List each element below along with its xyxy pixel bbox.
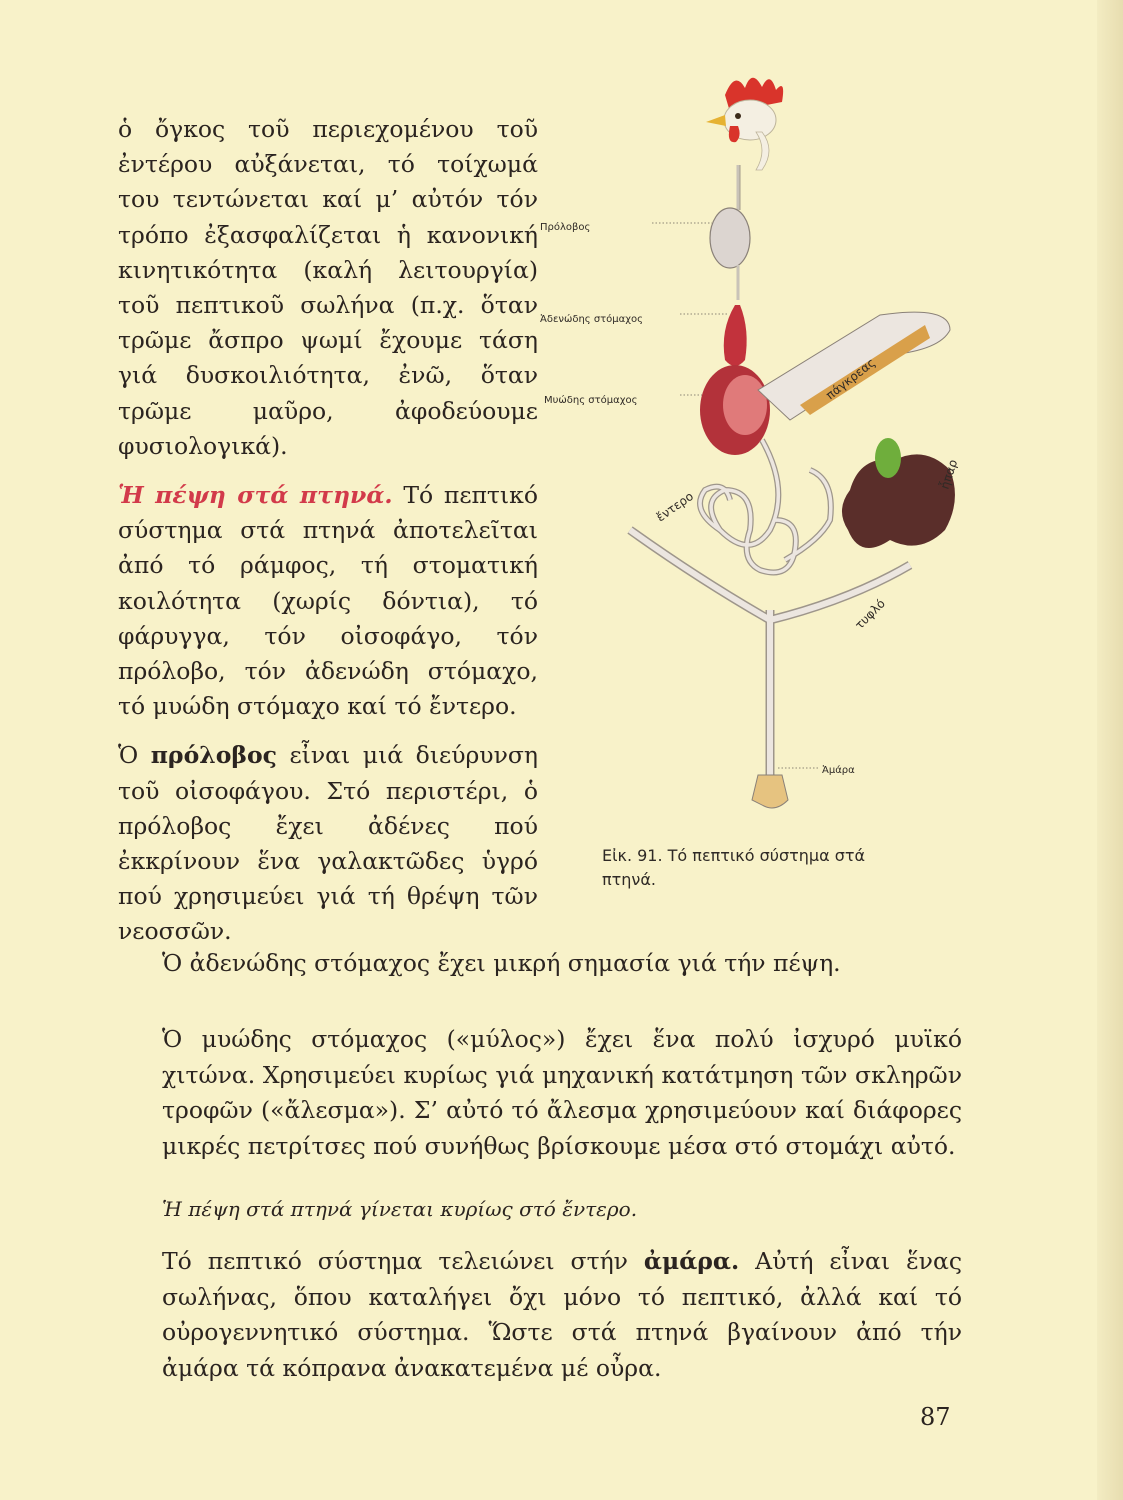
left-column <box>118 112 538 950</box>
crop-term: πρόλοβος <box>150 741 277 770</box>
cloaca-shape <box>752 775 788 808</box>
page-edge <box>1097 0 1123 1500</box>
digestive-system-diagram <box>530 60 990 840</box>
label-crop: Πρόλοβος <box>540 222 591 233</box>
label-gizzard: Μυώδης στόμαχος <box>544 395 638 406</box>
section-heading: Ἡ πέψη στά πτηνά. <box>118 481 393 510</box>
paragraph-crop <box>118 738 538 949</box>
label-caecum: τυφλό <box>852 596 888 633</box>
paragraph-cloaca <box>162 1244 962 1386</box>
cloaca-paragraph <box>162 1244 962 1386</box>
paragraph-gizzard <box>162 1022 962 1164</box>
label-proventriculus: Ἀδενώδης στόμαχος <box>540 314 644 325</box>
proventriculus-text: Ὁ ἀδενώδης στόμαχος ἔχει μικρή σημασία γιά τήν πέψη. <box>162 949 841 977</box>
note-text: Ἡ πέψη στά πτηνά γίνεται κυρίως στό ἔντερο. <box>162 1197 638 1221</box>
label-pancreas: πάγκρεας <box>823 355 878 403</box>
crop-article: Ὁ <box>118 741 151 770</box>
label-liver: ἧπαρ <box>937 457 961 491</box>
paragraph-proventriculus <box>162 946 962 982</box>
crop-text: εἶναι μιά διεύρυνση τοῦ οἰσοφάγου. Στό περιστέρι, ὁ πρόλοβος ἔχει ἀδένες πού ἐκκρίνουν ἕνα γαλακτῶδες ὑγρό πού χρησιμεύει γιά τή θρέψη τῶν νεοσσῶν. <box>118 741 539 946</box>
page-number: 87 <box>920 1403 951 1431</box>
crop-shape <box>710 208 750 268</box>
label-cloaca: Ἀμάρα <box>822 765 855 776</box>
proventriculus-shape <box>724 305 747 366</box>
paragraph-intestine: ὁ ὄγκος τοῦ περιεχομένου τοῦ ἐντέρου αὐξάνεται, τό τοίχωμά του τεντώνεται καί μ’ αὐτόν τόν τρόπο ἐξασφαλίζεται ἡ κανονική κινητικότητα (καλή λειτουργία) τοῦ πεπτικοῦ σωλήνα (π.χ. ὅταν τρῶμε ἄσπρο ψωμί ἔχουμε τάση γιά δυσκοιλιότητα, ἐνῶ, ὅταν τρῶμε μαῦρο, ἀφοδεύουμε φυσιολογικά). <box>118 115 538 460</box>
label-intestine: ἔντερο <box>653 488 697 525</box>
cloaca-text: Αὐτή εἶναι ἕνας σωλήνας, ὅπου καταλήγει ὄχι μόνο τό πεπτικό, ἀλλά καί τό οὐρογεννητικό σύστημα. Ὥστε στά πτηνά βγαίνουν ἀπό τήν ἀμάρα τά κόπρανα ἀνακατεμένα μέ οὖρα. <box>162 1247 962 1382</box>
gall-bladder-shape <box>875 438 901 478</box>
chicken-head <box>706 78 783 170</box>
cloaca-start: Τό πεπτικό σύστημα τελειώνει στήν <box>162 1247 644 1275</box>
paragraph-note <box>162 1192 962 1228</box>
paragraph-birds-digestion <box>118 478 538 724</box>
cloaca-term: ἀμάρα. <box>643 1247 740 1275</box>
figure-caption: Εἰκ. 91. Τό πεπτικό σύστημα στά πτηνά. <box>602 846 866 889</box>
paragraph-birds-text: Τό πεπτικό σύστημα στά πτηνά ἀποτελεῖται ἀπό τό ράμφος, τή στοματική κοιλότητα (χωρίς δόντια), τό φάρυγγα, τόν οἰσοφάγο, τόν πρόλοβο, τόν ἀδενώδη στόμαχο, τό μυώδη στόμαχο καί τό ἔντερο. <box>118 481 538 721</box>
intestine-coils <box>700 440 831 573</box>
gizzard-text: Ὁ μυώδης στόμαχος («μύλος») ἔχει ἕνα πολύ ἰσχυρό μυϊκό χιτώνα. Χρησιμεύει κυρίως γιά μηχανική κατάτμηση τῶν σκληρῶν τροφῶν («ἄλεσμα»). Σ’ αὐτό τό ἄλεσμα χρησιμεύουν καί διάφορες μικρές πετρίτσες πού συνήθως βρίσκουμε μέσα στό στομάχι αὐτό. <box>162 1025 962 1160</box>
